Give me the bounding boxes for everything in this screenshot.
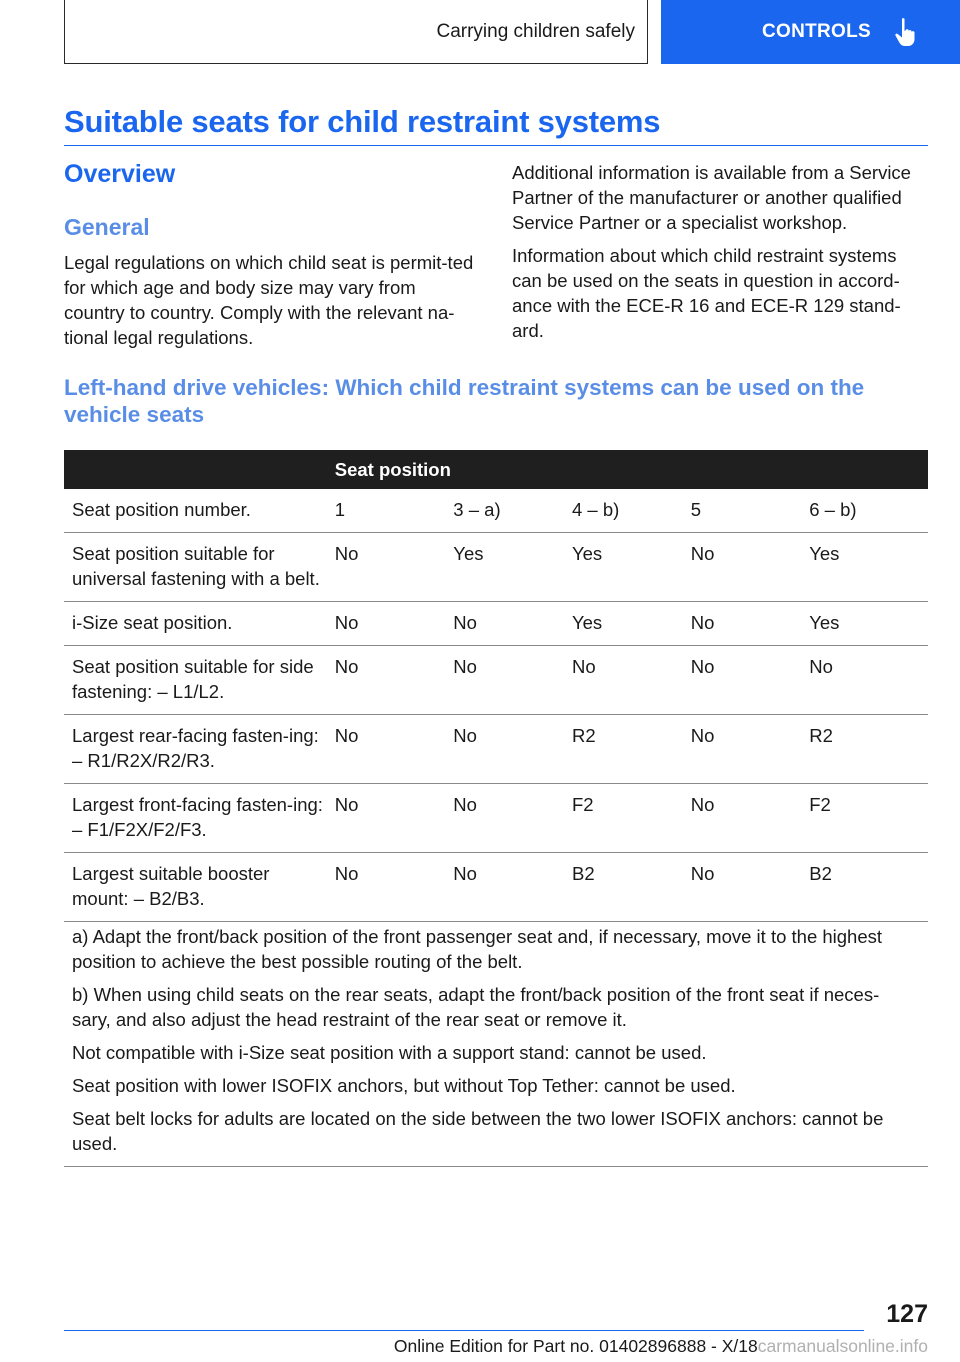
table-note: Seat position with lower ISOFIX anchors, but without Top Tether: cannot be used.	[72, 1075, 736, 1096]
lhd-heading: Left-hand drive vehicles: Which child restraint systems can be used on the vehicle seats	[64, 375, 865, 427]
value-cell: 4 – b)	[572, 489, 691, 533]
footer-rule	[64, 1330, 864, 1331]
table-body	[64, 489, 928, 922]
table-note: b) When using child seats on the rear seats, adapt the front/back position of the front seat if neces-sary, and also adjust the head restraint of the rear seat or remove it.	[72, 984, 880, 1030]
value-cell: 6 – b)	[809, 489, 928, 533]
ece-info-paragraph: Information about which child restraint systems can be used on the seats in question in accord-ance with the ECE-R 16 and ECE-R 129 stand-ard.	[512, 245, 901, 341]
row-label-cell: Largest suitable booster mount: – B2/B3.	[64, 853, 335, 922]
value-cell: Yes	[809, 533, 928, 602]
value-cell: No	[453, 784, 572, 853]
value-cell: No	[691, 715, 810, 784]
value-cell: R2	[572, 715, 691, 784]
value-cell: No	[691, 602, 810, 646]
row-label-cell: Largest front-facing fasten-ing: – F1/F2X/F2/F3.	[64, 784, 335, 853]
value-cell: No	[572, 646, 691, 715]
right-column	[512, 160, 928, 343]
table-note: Not compatible with i-Size seat position with a support stand: cannot be used.	[72, 1042, 707, 1063]
footer	[64, 1336, 928, 1357]
general-heading: General	[64, 214, 150, 240]
table-note: Seat belt locks for adults are located on the side between the two lower ISOFIX anchors: cannot be used.	[72, 1108, 884, 1154]
value-cell: No	[335, 646, 454, 715]
overview-heading: Overview	[64, 160, 176, 188]
value-cell: No	[335, 533, 454, 602]
table-header-seat-position: Seat position	[335, 450, 928, 489]
table-row	[64, 489, 928, 533]
value-cell: No	[691, 646, 810, 715]
table-row	[64, 784, 928, 853]
value-cell: B2	[809, 853, 928, 922]
value-cell: 3 – a)	[453, 489, 572, 533]
row-label-cell: Seat position number.	[64, 489, 335, 533]
value-cell: No	[335, 715, 454, 784]
left-column	[64, 250, 478, 350]
header-section-box	[64, 0, 648, 64]
row-label-cell: i-Size seat position.	[64, 602, 335, 646]
value-cell: No	[453, 853, 572, 922]
row-label-cell: Seat position suitable for universal fastening with a belt.	[64, 533, 335, 602]
header-chapter-label: CONTROLS	[762, 21, 872, 42]
value-cell: No	[453, 715, 572, 784]
page-title: Suitable seats for child restraint systems	[64, 104, 661, 139]
value-cell: No	[691, 853, 810, 922]
footer-edition: Online Edition for Part no. 01402896888 - X/18	[393, 1336, 758, 1356]
value-cell: 1	[335, 489, 454, 533]
value-cell: No	[809, 646, 928, 715]
page-number: 127	[886, 1300, 928, 1328]
general-paragraph: Legal regulations on which child seat is permit-ted for which age and body size may vary from country to country. Comply with the relevant na-tional legal regulations.	[64, 252, 474, 348]
header-chapter-tab	[661, 0, 960, 64]
table-header-row	[64, 450, 928, 489]
table-header-empty	[64, 450, 335, 489]
value-cell: No	[335, 602, 454, 646]
table-row	[64, 602, 928, 646]
value-cell: No	[691, 533, 810, 602]
table-row	[64, 715, 928, 784]
value-cell: Yes	[809, 602, 928, 646]
service-info-paragraph: Additional information is available from a Service Partner of the manufacturer or another qualified Service Partner or a specialist workshop.	[512, 162, 911, 233]
value-cell: 5	[691, 489, 810, 533]
table-row	[64, 646, 928, 715]
row-label-cell: Largest rear-facing fasten-ing: – R1/R2X/R2/R3.	[64, 715, 335, 784]
value-cell: B2	[572, 853, 691, 922]
value-cell: No	[691, 784, 810, 853]
value-cell: No	[453, 602, 572, 646]
table-row	[64, 533, 928, 602]
value-cell: No	[335, 784, 454, 853]
value-cell: F2	[809, 784, 928, 853]
pointing-hand-icon	[893, 17, 919, 47]
value-cell: No	[335, 853, 454, 922]
table-row	[64, 853, 928, 922]
value-cell: Yes	[572, 533, 691, 602]
footer-watermark: carmanualsonline.info	[757, 1336, 928, 1356]
row-label-cell: Seat position suitable for side fastening: – L1/L2.	[64, 646, 335, 715]
value-cell: F2	[572, 784, 691, 853]
value-cell: Yes	[572, 602, 691, 646]
table-note: a) Adapt the front/back position of the front passenger seat and, if necessary, move it to the highest position to achieve the best possible routing of the belt.	[72, 926, 883, 972]
table-notes	[64, 916, 928, 1167]
value-cell: R2	[809, 715, 928, 784]
header-section-title: Carrying children safely	[436, 20, 635, 42]
title-rule	[64, 145, 928, 146]
value-cell: Yes	[453, 533, 572, 602]
value-cell: No	[453, 646, 572, 715]
seat-position-table	[64, 450, 928, 922]
